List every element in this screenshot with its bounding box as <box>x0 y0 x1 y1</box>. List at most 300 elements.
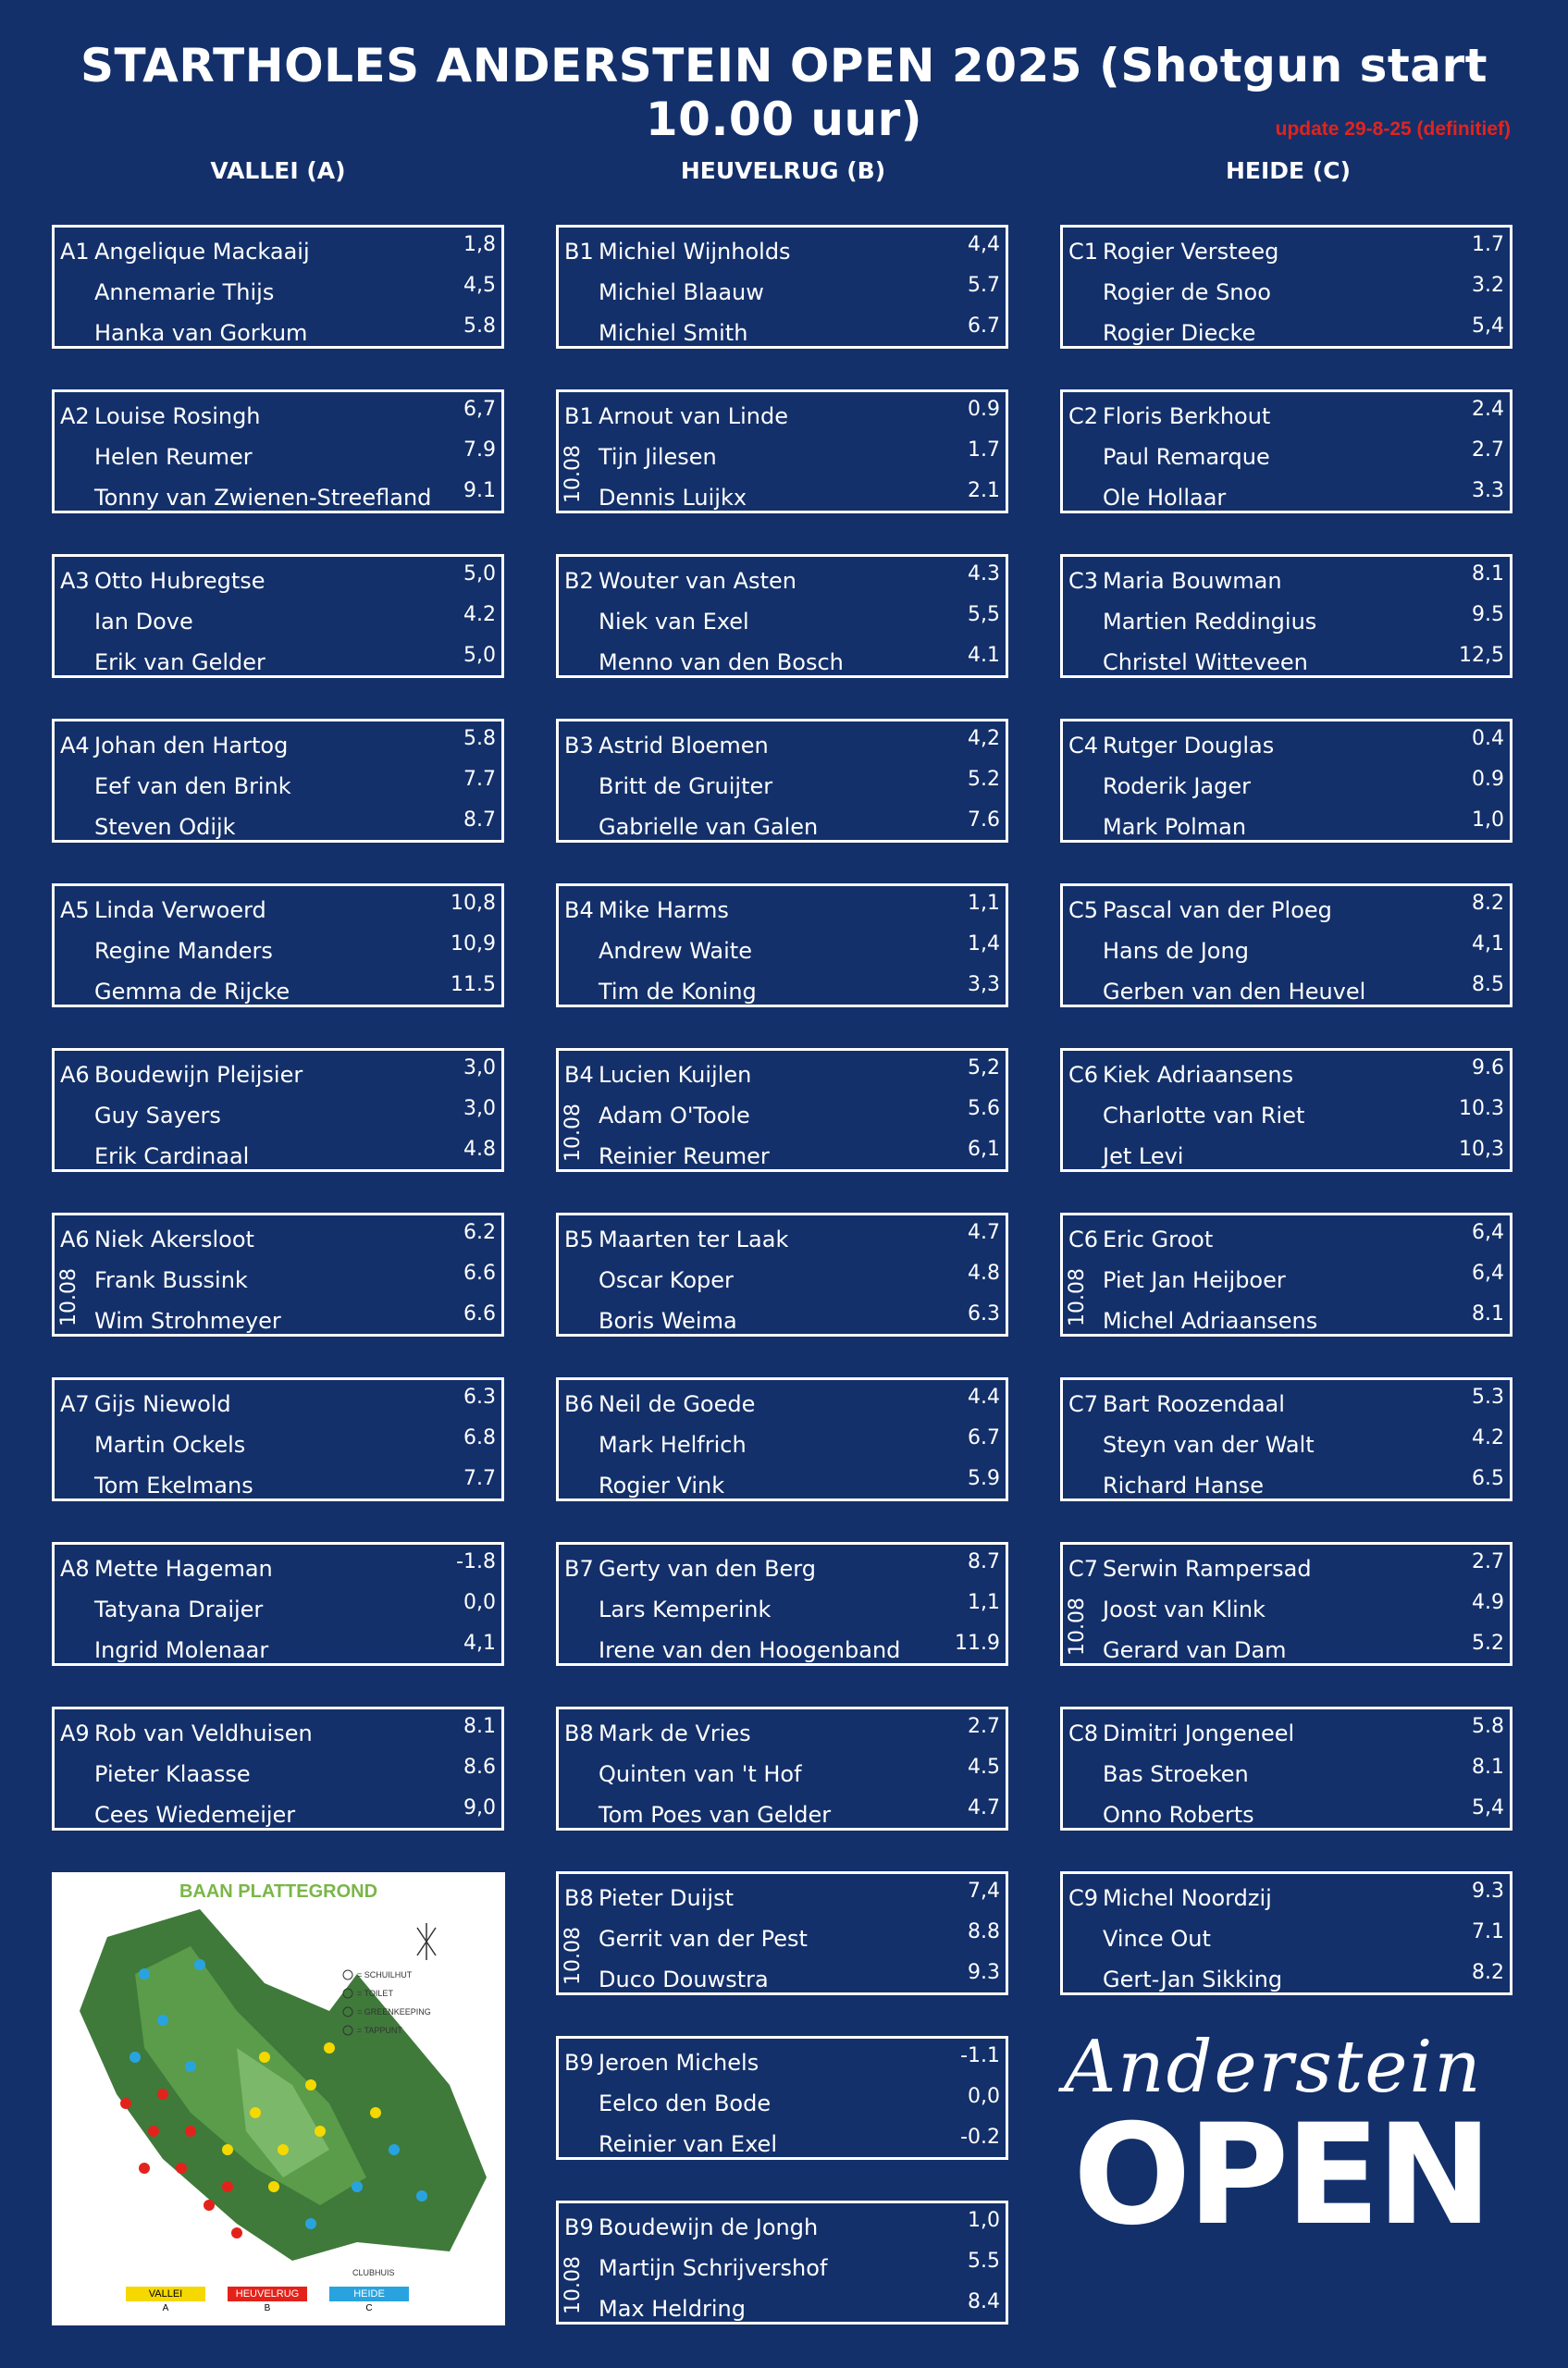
player-handicap: 6,7 <box>463 398 496 421</box>
player-name: Louise Rosingh <box>94 403 261 429</box>
player-handicap: 1,4 <box>968 932 1000 956</box>
hole-code: C6 <box>1068 1062 1099 1088</box>
player-row <box>55 270 501 311</box>
player-name: Paul Remarque <box>1103 444 1270 470</box>
player-name: Jet Levi <box>1103 1143 1184 1169</box>
player-row <box>559 1299 1006 1339</box>
player-handicap: 6.8 <box>463 1426 496 1449</box>
player-handicap: 9.1 <box>463 479 496 502</box>
flight-card-heuvelrug <box>556 1213 1008 1337</box>
player-handicap: 5.7 <box>968 274 1000 297</box>
hole-code: C1 <box>1068 239 1099 265</box>
player-handicap: 4.3 <box>968 562 1000 586</box>
flight-card-vallei <box>52 1707 504 1831</box>
player-row <box>55 1299 501 1339</box>
player-handicap: 4.8 <box>968 1262 1000 1285</box>
player-name: Boudewijn Pleijsier <box>94 1062 303 1088</box>
player-row <box>1063 435 1510 475</box>
player-handicap: 4,4 <box>968 233 1000 256</box>
flight-card-heuvelrug <box>556 389 1008 513</box>
hole-code: C7 <box>1068 1556 1099 1582</box>
player-row <box>55 723 501 764</box>
player-row <box>1063 1547 1510 1587</box>
hole-code: B9 <box>564 2050 594 2076</box>
player-handicap: 5.8 <box>463 314 496 338</box>
player-handicap: 4.5 <box>968 1756 1000 1779</box>
hole-code: B9 <box>564 2214 594 2240</box>
column-header-heuvelrug: HEUVELRUG (B) <box>680 157 886 184</box>
player-handicap: 6.5 <box>1472 1467 1504 1490</box>
player-handicap: 7.1 <box>1472 1920 1504 1943</box>
player-row <box>559 2081 1006 2122</box>
player-name: Dimitri Jongeneel <box>1103 1720 1295 1746</box>
course-map-image <box>52 1872 505 2325</box>
player-name: Mark Helfrich <box>599 1432 747 1458</box>
map-key-schuilhut: = SCHUILHUT <box>357 1970 413 1980</box>
player-name: Gabrielle van Galen <box>599 814 819 840</box>
player-handicap: 8.6 <box>463 1756 496 1779</box>
player-handicap: 8.1 <box>1472 562 1504 586</box>
flight-card-vallei <box>52 225 504 349</box>
player-name: Richard Hanse <box>1103 1473 1264 1498</box>
player-row <box>559 1917 1006 1957</box>
hole-code: C5 <box>1068 897 1099 923</box>
player-name: Boudewijn de Jongh <box>599 2214 819 2240</box>
player-name: Steven Odijk <box>94 814 236 840</box>
player-handicap: -1.8 <box>456 1550 496 1573</box>
player-handicap: 7.7 <box>463 1467 496 1490</box>
player-name: Andrew Waite <box>599 938 752 964</box>
hole-code: B3 <box>564 733 594 758</box>
player-name: Lars Kemperink <box>599 1597 772 1622</box>
player-handicap: 3,0 <box>463 1056 496 1079</box>
player-handicap: 5,4 <box>1472 314 1504 338</box>
player-name: Onno Roberts <box>1103 1802 1254 1828</box>
player-handicap: -0.2 <box>960 2126 1000 2149</box>
player-row <box>1063 1053 1510 1093</box>
player-row <box>559 1628 1006 1669</box>
player-row <box>1063 805 1510 845</box>
player-row <box>559 2287 1006 2327</box>
player-row <box>1063 1587 1510 1628</box>
player-row <box>55 805 501 845</box>
player-handicap: 8.4 <box>968 2290 1000 2313</box>
player-row <box>559 311 1006 352</box>
player-handicap: 8.1 <box>463 1715 496 1738</box>
player-name: Tijn Jilesen <box>599 444 717 470</box>
player-name: Rogier Versteeg <box>1103 239 1279 265</box>
player-handicap: 5.5 <box>968 2250 1000 2273</box>
player-row <box>1063 723 1510 764</box>
hole-code: A2 <box>60 403 90 429</box>
player-handicap: 4.2 <box>463 603 496 626</box>
player-row <box>1063 599 1510 640</box>
player-handicap: 0.9 <box>1472 768 1504 791</box>
player-name: Ian Dove <box>94 609 193 635</box>
player-name: Otto Hubregtse <box>94 568 265 594</box>
player-handicap: 5.8 <box>463 727 496 750</box>
player-handicap: 7.6 <box>968 808 1000 832</box>
player-row <box>55 311 501 352</box>
player-handicap: 4.1 <box>968 644 1000 667</box>
player-name: Adam O'Toole <box>599 1103 750 1128</box>
player-row <box>55 1752 501 1793</box>
player-name: Tatyana Draijer <box>94 1597 264 1622</box>
player-handicap: 5.6 <box>968 1097 1000 1120</box>
player-handicap: 1.7 <box>1472 233 1504 256</box>
hole-code: B4 <box>564 897 594 923</box>
player-handicap: 6,1 <box>968 1138 1000 1161</box>
player-row <box>55 1793 501 1833</box>
player-row <box>55 435 501 475</box>
player-name: Michiel Blaauw <box>599 279 764 305</box>
player-row <box>559 764 1006 805</box>
player-name: Annemarie Thijs <box>94 279 275 305</box>
player-row <box>559 1752 1006 1793</box>
player-row <box>559 1382 1006 1423</box>
player-row <box>55 1423 501 1463</box>
player-name: Gerben van den Heuvel <box>1103 979 1366 1005</box>
player-row <box>559 640 1006 681</box>
player-name: Rogier Diecke <box>1103 320 1256 346</box>
hole-code: C4 <box>1068 733 1099 758</box>
player-handicap: 0.9 <box>968 398 1000 421</box>
player-name: Linda Verwoerd <box>94 897 266 923</box>
player-row <box>559 435 1006 475</box>
player-name: Michel Adriaansens <box>1103 1308 1318 1334</box>
player-name: Arnout van Linde <box>599 403 789 429</box>
player-row <box>1063 1957 1510 1998</box>
hole-code: C8 <box>1068 1720 1099 1746</box>
player-row <box>55 1258 501 1299</box>
player-name: Michel Noordzij <box>1103 1885 1272 1911</box>
start-time: 10.08 <box>1066 1268 1089 1326</box>
player-row <box>1063 311 1510 352</box>
course-map <box>52 1872 505 2325</box>
player-name: Reinier van Exel <box>599 2131 777 2157</box>
player-row <box>1063 1711 1510 1752</box>
player-name: Quinten van 't Hof <box>599 1761 802 1787</box>
player-name: Tonny van Zwienen-Streefland <box>94 485 432 511</box>
player-handicap: 3.3 <box>1472 479 1504 502</box>
flight-card-heide <box>1060 719 1512 843</box>
player-handicap: 2.7 <box>968 1715 1000 1738</box>
flight-card-heuvelrug <box>556 719 1008 843</box>
player-name: Gerard van Dam <box>1103 1637 1287 1663</box>
flight-card-vallei <box>52 1213 504 1337</box>
legend-vallei-sub: A <box>162 2303 169 2313</box>
player-handicap: 2.7 <box>1472 438 1504 462</box>
player-handicap: 6.6 <box>463 1302 496 1326</box>
hole-code: B2 <box>564 568 594 594</box>
flight-card-heide <box>1060 1048 1512 1172</box>
player-handicap: 8.2 <box>1472 892 1504 915</box>
hole-code: B7 <box>564 1556 594 1582</box>
player-name: Roderik Jager <box>1103 773 1251 799</box>
player-name: Erik Cardinaal <box>94 1143 250 1169</box>
player-name: Boris Weima <box>599 1308 737 1334</box>
player-name: Mark de Vries <box>599 1720 751 1746</box>
player-row <box>1063 1628 1510 1669</box>
player-handicap: 11.9 <box>955 1632 1000 1655</box>
player-handicap: 10.3 <box>1459 1097 1504 1120</box>
player-row <box>55 1547 501 1587</box>
player-name: Frank Bussink <box>94 1267 248 1293</box>
player-name: Oscar Koper <box>599 1267 734 1293</box>
flight-card-heide <box>1060 1213 1512 1337</box>
player-name: Niek Akersloot <box>94 1227 254 1252</box>
player-row <box>55 1382 501 1423</box>
page-title: STARTHOLES ANDERSTEIN OPEN 2025 (Shotgun start 10.00 uur) <box>80 39 1488 146</box>
hole-code: A8 <box>60 1556 90 1582</box>
player-handicap: 4,5 <box>463 274 496 297</box>
player-name: Pieter Klaasse <box>94 1761 251 1787</box>
player-handicap: 8.1 <box>1472 1756 1504 1779</box>
player-name: Lucien Kuijlen <box>599 1062 752 1088</box>
player-name: Kiek Adriaansens <box>1103 1062 1294 1088</box>
map-title: BAAN PLATTEGROND <box>179 1881 378 1902</box>
player-row <box>55 888 501 929</box>
start-time: 10.08 <box>1066 1597 1089 1656</box>
player-row <box>559 2246 1006 2287</box>
hole-code: B8 <box>564 1885 594 1911</box>
player-name: Eric Groot <box>1103 1227 1214 1252</box>
player-row <box>559 270 1006 311</box>
player-name: Hanka van Gorkum <box>94 320 308 346</box>
player-row <box>1063 1382 1510 1423</box>
player-handicap: 1,1 <box>968 1591 1000 1614</box>
player-name: Serwin Rampersad <box>1103 1556 1312 1582</box>
player-name: Duco Douwstra <box>599 1967 769 1992</box>
player-handicap: 6.3 <box>968 1302 1000 1326</box>
hole-code: C9 <box>1068 1885 1099 1911</box>
flight-card-heuvelrug <box>556 554 1008 678</box>
player-handicap: 10,8 <box>451 892 496 915</box>
player-row <box>1063 1463 1510 1504</box>
player-handicap: 7.9 <box>463 438 496 462</box>
player-handicap: 8.5 <box>1472 973 1504 996</box>
player-name: Johan den Hartog <box>94 733 289 758</box>
player-name: Pascal van der Ploeg <box>1103 897 1332 923</box>
player-row <box>1063 394 1510 435</box>
player-row <box>559 1258 1006 1299</box>
hole-code: B5 <box>564 1227 594 1252</box>
player-row <box>55 1093 501 1134</box>
player-row <box>559 969 1006 1010</box>
map-key-tappunt: = TAPPUNT <box>357 2026 402 2035</box>
player-row <box>55 599 501 640</box>
player-handicap: 3.2 <box>1472 274 1504 297</box>
player-handicap: 10,3 <box>1459 1138 1504 1161</box>
player-row <box>55 1587 501 1628</box>
flight-card-vallei <box>52 554 504 678</box>
player-handicap: 9.5 <box>1472 603 1504 626</box>
player-handicap: 6,4 <box>1472 1221 1504 1244</box>
player-handicap: 4.7 <box>968 1221 1000 1244</box>
start-time: 10.08 <box>562 2256 585 2314</box>
player-row <box>559 1876 1006 1917</box>
player-row <box>1063 929 1510 969</box>
player-row <box>1063 229 1510 270</box>
flight-card-heuvelrug <box>556 2036 1008 2160</box>
player-handicap: 11.5 <box>451 973 496 996</box>
player-name: Gemma de Rijcke <box>94 979 290 1005</box>
player-handicap: 4.9 <box>1472 1591 1504 1614</box>
player-name: Eelco den Bode <box>599 2090 772 2116</box>
player-name: Bas Stroeken <box>1103 1761 1249 1787</box>
player-name: Menno van den Bosch <box>599 649 844 675</box>
flight-card-heuvelrug <box>556 1542 1008 1666</box>
player-row <box>55 1053 501 1093</box>
player-handicap: 1.7 <box>968 438 1000 462</box>
player-handicap: 9.3 <box>968 1961 1000 1984</box>
player-row <box>559 1423 1006 1463</box>
player-name: Gijs Niewold <box>94 1391 231 1417</box>
player-name: Martien Reddingius <box>1103 609 1317 635</box>
player-row <box>1063 1217 1510 1258</box>
player-name: Christel Witteveen <box>1103 649 1308 675</box>
player-row <box>1063 1134 1510 1175</box>
player-handicap: 1,0 <box>1472 808 1504 832</box>
player-name: Martin Ockels <box>94 1432 246 1458</box>
player-row <box>1063 640 1510 681</box>
player-handicap: 8.2 <box>1472 1961 1504 1984</box>
player-handicap: 6.7 <box>968 314 1000 338</box>
player-row <box>559 475 1006 516</box>
hole-code: C3 <box>1068 568 1099 594</box>
player-name: Cees Wiedemeijer <box>94 1802 296 1828</box>
hole-code: A7 <box>60 1391 90 1417</box>
player-handicap: 1,1 <box>968 892 1000 915</box>
logo-script: Anderstein <box>1064 2026 1483 2109</box>
hole-code: B6 <box>564 1391 594 1417</box>
flight-card-vallei <box>52 883 504 1007</box>
player-handicap: 1,8 <box>463 233 496 256</box>
player-name: Piet Jan Heijboer <box>1103 1267 1286 1293</box>
player-name: Max Heldring <box>599 2296 746 2322</box>
player-handicap: 0,0 <box>968 2085 1000 2108</box>
player-name: Wim Strohmeyer <box>94 1308 281 1334</box>
hole-code: B1 <box>564 403 594 429</box>
hole-code: B1 <box>564 239 594 265</box>
player-row <box>559 1217 1006 1258</box>
player-handicap: 5.3 <box>1472 1386 1504 1409</box>
player-name: Rogier Vink <box>599 1473 725 1498</box>
start-time: 10.08 <box>562 1104 585 1162</box>
hole-code: A4 <box>60 733 90 758</box>
player-name: Mette Hageman <box>94 1556 273 1582</box>
player-name: Guy Sayers <box>94 1103 221 1128</box>
legend-heuvelrug-sub: B <box>264 2303 271 2313</box>
player-name: Irene van den Hoogenband <box>599 1637 901 1663</box>
column-header-heide: HEIDE (C) <box>1225 157 1352 184</box>
player-handicap: 4.7 <box>968 1796 1000 1819</box>
player-handicap: 9,0 <box>463 1796 496 1819</box>
player-handicap: 1,0 <box>968 2209 1000 2232</box>
player-name: Vince Out <box>1103 1926 1211 1952</box>
player-name: Tom Poes van Gelder <box>599 1802 832 1828</box>
player-handicap: 6.3 <box>463 1386 496 1409</box>
legend-heide: HEIDE <box>329 2287 409 2301</box>
player-row <box>559 888 1006 929</box>
flight-card-heuvelrug <box>556 1377 1008 1501</box>
map-key-greenkeeping: = GREENKEEPING <box>357 2007 431 2016</box>
player-name: Angelique Mackaaij <box>94 239 310 265</box>
player-handicap: 5,0 <box>463 562 496 586</box>
player-row <box>1063 888 1510 929</box>
player-handicap: 12,5 <box>1459 644 1504 667</box>
player-row <box>55 1134 501 1175</box>
player-row <box>559 1053 1006 1093</box>
player-row <box>55 1711 501 1752</box>
flight-card-vallei <box>52 1048 504 1172</box>
hole-code: A6 <box>60 1062 90 1088</box>
update-note: update 29-8-25 (definitief) <box>1275 118 1511 140</box>
player-handicap: 8.7 <box>463 808 496 832</box>
player-handicap: 5.8 <box>1472 1715 1504 1738</box>
flight-card-heide <box>1060 1871 1512 1995</box>
legend-heuvelrug: HEUVELRUG <box>228 2287 307 2301</box>
player-row <box>1063 1423 1510 1463</box>
player-name: Gert-Jan Sikking <box>1103 1967 1283 1992</box>
player-name: Wouter van Asten <box>599 568 796 594</box>
player-row <box>1063 559 1510 599</box>
flight-card-heuvelrug <box>556 1871 1008 1995</box>
player-handicap: 10,9 <box>451 932 496 956</box>
flight-card-heuvelrug <box>556 1707 1008 1831</box>
player-name: Steyn van der Walt <box>1103 1432 1315 1458</box>
hole-code: C6 <box>1068 1227 1099 1252</box>
player-row <box>1063 475 1510 516</box>
flight-card-heuvelrug <box>556 225 1008 349</box>
player-row <box>559 1711 1006 1752</box>
map-clubhuis-label: CLUBHUIS <box>352 2268 395 2277</box>
player-name: Maarten ter Laak <box>599 1227 789 1252</box>
flight-card-heide <box>1060 1707 1512 1831</box>
player-row <box>559 723 1006 764</box>
player-handicap: 3,3 <box>968 973 1000 996</box>
player-name: Eef van den Brink <box>94 773 291 799</box>
hole-code: A1 <box>60 239 90 265</box>
player-handicap: 4,1 <box>1472 932 1504 956</box>
anderstein-open-logo <box>1064 2026 1526 2256</box>
player-row <box>55 929 501 969</box>
player-handicap: 5.2 <box>968 768 1000 791</box>
player-handicap: 8.1 <box>1472 1302 1504 1326</box>
player-name: Floris Berkhout <box>1103 403 1271 429</box>
player-name: Helen Reumer <box>94 444 253 470</box>
start-time: 10.08 <box>562 445 585 503</box>
player-handicap: 3,0 <box>463 1097 496 1120</box>
player-row <box>559 1134 1006 1175</box>
player-row <box>1063 1093 1510 1134</box>
flight-card-vallei <box>52 1542 504 1666</box>
player-row <box>559 805 1006 845</box>
player-handicap: 5,0 <box>463 644 496 667</box>
player-row <box>1063 1793 1510 1833</box>
player-name: Charlotte van Riet <box>1103 1103 1305 1128</box>
map-key-toilet: = TOILET <box>357 1989 393 1998</box>
player-handicap: 5,4 <box>1472 1796 1504 1819</box>
player-row <box>1063 969 1510 1010</box>
player-row <box>559 229 1006 270</box>
player-row <box>55 229 501 270</box>
hole-code: B8 <box>564 1720 594 1746</box>
player-name: Ingrid Molenaar <box>94 1637 269 1663</box>
player-row <box>55 1463 501 1504</box>
legend-heide-sub: C <box>365 2303 373 2313</box>
player-row <box>55 764 501 805</box>
